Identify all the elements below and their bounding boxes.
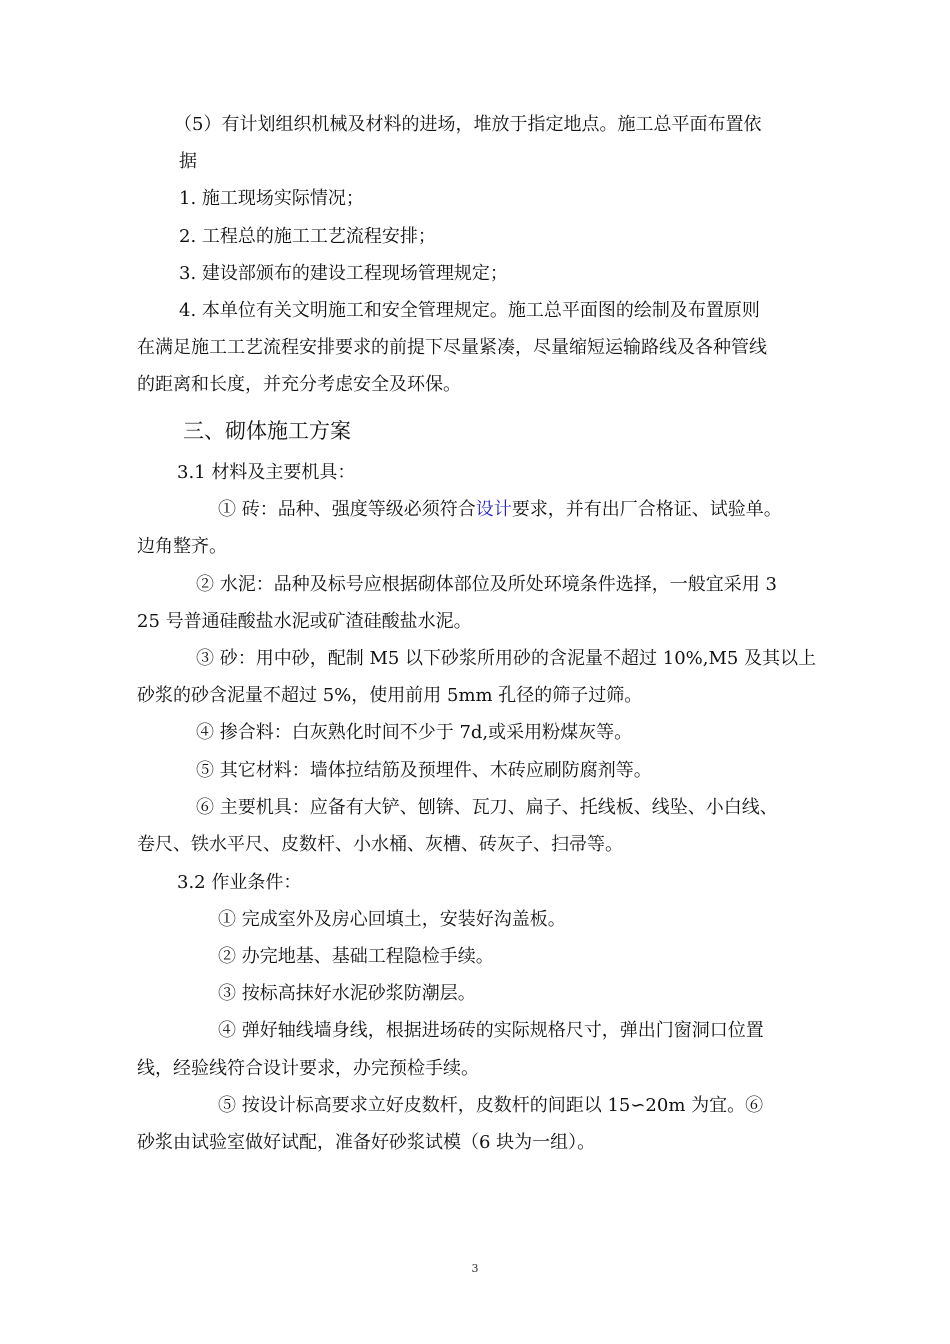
paragraph-line: 在满足施工工艺流程安排要求的前提下尽量紧凑，尽量缩短运输路线及各种管线 xyxy=(137,337,767,358)
list-item: 4. 本单位有关文明施工和安全管理规定。施工总平面图的绘制及布置原则 xyxy=(179,300,760,321)
paragraph-line: 据 xyxy=(179,151,197,172)
list-item: ④ 掺合料：白灰熟化时间不少于 7d,或采用粉煤灰等。 xyxy=(196,722,633,743)
list-item: ⑤ 其它材料：墙体拉结筋及预埋件、木砖应刷防腐剂等。 xyxy=(196,760,652,781)
paragraph-line: 边角整齐。 xyxy=(137,536,227,557)
list-item: ④ 弹好轴线墙身线，根据进场砖的实际规格尺寸，弹出门窗洞口位置 xyxy=(218,1020,764,1041)
section-heading: 三、砌体施工方案 xyxy=(183,419,351,443)
list-item-text: 要求，并有出厂合格证、试验单。 xyxy=(511,499,782,520)
list-item: ② 水泥：品种及标号应根据砌体部位及所处环境条件选择，一般宜采用 3 xyxy=(196,574,777,595)
subsection-heading: 3.1 材料及主要机具： xyxy=(177,462,356,483)
list-item: ② 办完地基、基础工程隐检手续。 xyxy=(218,946,494,967)
paragraph-line: 25 号普通硅酸盐水泥或矿渣硅酸盐水泥。 xyxy=(137,611,472,632)
list-item: 3. 建设部颁布的建设工程现场管理规定； xyxy=(179,263,508,284)
paragraph-line: 线，经验线符合设计要求，办完预检手续。 xyxy=(137,1058,479,1079)
list-item: ③ 砂：用中砂，配制 M5 以下砂浆所用砂的含泥量不超过 10%,M5 及其以上 xyxy=(196,648,817,669)
list-item: 1. 施工现场实际情况； xyxy=(179,188,364,209)
list-item: ⑥ 主要机具：应备有大铲、刨锛、瓦刀、扁子、托线板、线坠、小白线、 xyxy=(196,797,778,818)
paragraph-line: 砂浆由试验室做好试配，准备好砂浆试模（6 块为一组）。 xyxy=(137,1132,596,1153)
list-item: ③ 按标高抹好水泥砂浆防潮层。 xyxy=(218,983,476,1004)
design-link[interactable]: 设计 xyxy=(475,499,512,520)
paragraph-line: 砂浆的砂含泥量不超过 5%，使用前用 5mm 孔径的筛子过筛。 xyxy=(137,685,643,706)
page-number: 3 xyxy=(471,1262,479,1275)
subsection-heading: 3.2 作业条件： xyxy=(177,872,302,893)
list-item-text: ① 砖：品种、强度等级必须符合 xyxy=(218,499,476,520)
list-item: 2. 工程总的施工工艺流程安排； xyxy=(179,226,436,247)
paragraph-line: 的距离和长度，并充分考虑安全及环保。 xyxy=(137,374,461,395)
list-item xyxy=(218,497,782,523)
paragraph-line: （5）有计划组织机械及材料的进场，堆放于指定地点。施工总平面布置依 xyxy=(174,114,762,135)
list-item: ① 完成室外及房心回填土，安装好沟盖板。 xyxy=(218,909,566,930)
list-item: ⑤ 按设计标高要求立好皮数杆，皮数杆的间距以 15∽20m 为宜。⑥ xyxy=(218,1095,764,1116)
paragraph-line: 卷尺、铁水平尺、皮数杆、小水桶、灰槽、砖灰子、扫帚等。 xyxy=(137,834,623,855)
